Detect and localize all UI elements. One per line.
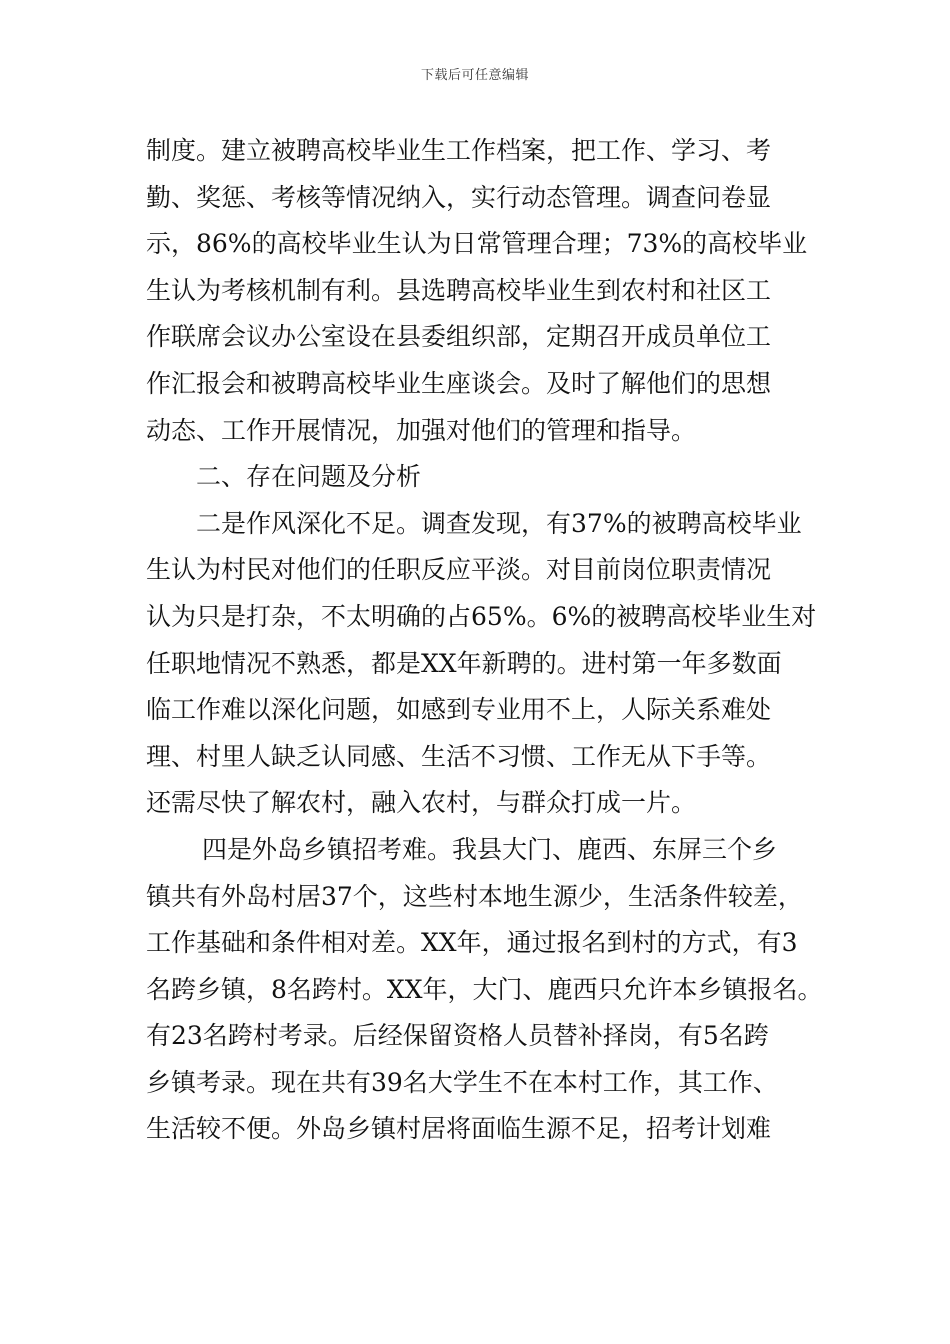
document-body xyxy=(146,128,823,1153)
text-line: 生认为村民对他们的任职反应平淡。对目前岗位职责情况 xyxy=(146,555,772,585)
text-line: 理、村里人缺乏认同感、生活不习惯、工作无从下手等。 xyxy=(146,741,772,771)
text-line: 名跨乡镇，8名跨村。XX年，大门、鹿西只允许本乡镇报名。 xyxy=(146,974,823,1004)
text-line: 动态、工作开展情况，加强对他们的管理和指导。 xyxy=(146,415,697,445)
text-line: 生认为考核机制有利。县选聘高校毕业生到农村和社区工 xyxy=(146,275,772,305)
text-line: 镇共有外岛村居37个，这些村本地生源少，生活条件较差， xyxy=(146,881,803,911)
text-line: 还需尽快了解农村，融入农村，与群众打成一片。 xyxy=(146,788,697,818)
text-line: 有23名跨村考录。后经保留资格人员替补择岗，有5名跨 xyxy=(146,1021,769,1051)
text-line: 临工作难以深化问题，如感到专业用不上，人际关系难处 xyxy=(146,695,772,725)
text-line: 乡镇考录。现在共有39名大学生不在本村工作，其工作、 xyxy=(146,1067,778,1097)
text-line: 作联席会议办公室设在县委组织部，定期召开成员单位工 xyxy=(146,322,772,352)
text-line: 制度。建立被聘高校毕业生工作档案，把工作、学习、考 xyxy=(146,136,772,165)
paragraph-start-line: 四是外岛乡镇招考难。我县大门、鹿西、东屏三个乡 xyxy=(202,834,778,864)
paragraph-start-line: 二是作风深化不足。调查发现，有37%的被聘高校毕业 xyxy=(196,508,802,538)
text-line: 认为只是打杂，不太明确的占65%。6%的被聘高校毕业生对 xyxy=(146,601,817,631)
section-heading: 二、存在问题及分析 xyxy=(196,462,422,492)
text-line: 生活较不便。外岛乡镇村居将面临生源不足，招考计划难 xyxy=(146,1114,772,1144)
text-line: 任职地情况不熟悉，都是XX年新聘的。进村第一年多数面 xyxy=(146,648,782,678)
page-header: 下载后可任意编辑 xyxy=(420,68,529,83)
text-line: 勤、奖惩、考核等情况纳入，实行动态管理。调查问卷显 xyxy=(146,182,772,212)
text-line: 示，86%的高校毕业生认为日常管理合理；73%的高校毕业 xyxy=(146,229,808,259)
text-line: 作汇报会和被聘高校毕业生座谈会。及时了解他们的思想 xyxy=(146,368,772,398)
text-line: 工作基础和条件相对差。XX年，通过报名到村的方式，有3 xyxy=(146,928,798,958)
